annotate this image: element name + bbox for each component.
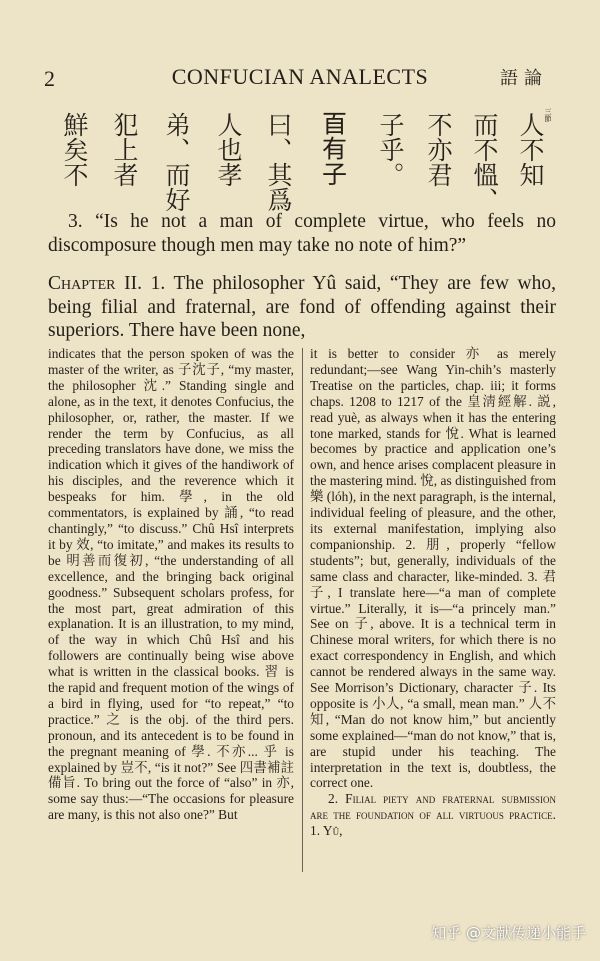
translation-paragraph-3: 3. “Is he not a man of complete virtue, who feels no discomposure though men may take no note of him?”	[48, 211, 556, 256]
page-number: 2	[44, 66, 55, 91]
chinese-column: 𦣻有子	[320, 112, 349, 187]
commentary-section	[48, 346, 562, 878]
chinese-column: 曰、其爲	[264, 112, 293, 212]
translation-chapter-2	[48, 272, 556, 343]
chapter-2-text: 1. The philosopher Yû said, “They are few who, being filial and fraternal, are fond of offending against their superiors. There have been none,	[48, 273, 556, 341]
commentary-text: it is better to consider 亦 as merely redundant;—see Wang Yin-chih’s masterly Treatise on the particles, chap. iii; it forms chaps. 1208 to 1217 of the 皇淸經解. 説, read yuè, as always when it has the entering tone marked, stands for 悅. What is learned becomes by practice and application one’s own, and hence arises complacent pleasure in the mastering mind. 悅, as distinguished from 樂 (lóh), in the next paragraph, is the internal, individual feeling of pleasure, and the other, its external manifestation, implying also companionship. 2. 朋, properly “fellow students”; but, generally, individuals of the same class and character, like-minded. 3. 君子, I translate here—“a man of complete virtue.” Literally, it is—“a princely man.” See on 子, above. It is a technical term in Chinese moral writers, for which there is no exact correspondency in English, and which cannot be rendered always in the same way. See Morrison’s Dictionary, character 子. Its opposite is 小人, “a small, mean man.” 人不知, “Man do not know him,” but anciently some explained—“man do not know,” that is, are stupid under his teaching. The interpretation in the text is, doubtless, the correct one.	[310, 346, 556, 791]
column-divider	[302, 348, 303, 872]
commentary-right-column	[310, 346, 556, 839]
commentary-left-column	[48, 346, 294, 823]
chinese-column: 犯上者	[110, 112, 139, 187]
commentary-text: indicates that the person spoken of was the master of the writer, as 子沈子, “my master, the philosopher 沈.” Standing single and alone, as in the text, it denotes Confucius, the philosopher, or, rather, the master. If we render the term by Confucius, as all preceding translators have done, we miss the indication which it gives of the handiwork of his disciples, and the reverence which it bespeaks for him. 學, in the old commentators, is explained by 誦, “to read chantingly,” “to discuss.” Chû Hsî interprets it by 效, “to imitate,” and makes its results to be 明善而復初, “the understanding of all excellence, and the bringing back original goodness.” Subsequent scholars profess, for the most part, great admiration of this explanation. It is an illustration, to my mind, of the way in which Chû Hsî and his followers are continually being wise above what is written in the classical books. 習 is the rapid and frequent motion of the wings of a bird in flying, used for “to repeat,” “to practice.” 之 is the obj. of the third pers. pronoun, and its antecedent is to be found in the pregnant meaning of 學. 不亦... 乎 is explained by 豈不, “is it not?” See 四書補註備旨. To bring out the force of “also” in 亦, some say thus:—“The occasions for pleasure are many, is this not also one?” But	[48, 346, 294, 823]
chinese-column: 人不知	[516, 112, 545, 187]
chinese-text-block	[46, 112, 554, 212]
section-heading: 2. Filial piety and fraternal submission are the foundation of all virtuous practice. 1. Yû,	[310, 791, 556, 839]
chinese-column: 而不慍、	[470, 112, 499, 212]
watermark: 知乎 @文献传递小能手	[431, 924, 586, 942]
chinese-column: 子乎。	[376, 112, 405, 187]
chapter-label: Chapter II.	[48, 273, 142, 294]
running-title: CONFUCIAN ANALECTS	[171, 64, 429, 89]
chinese-book-title: 語論	[500, 68, 548, 89]
chinese-column: 鮮矣不	[60, 112, 89, 187]
chinese-side-note: 三節	[544, 108, 552, 122]
chinese-column: 不亦君	[424, 112, 453, 187]
chinese-column: 弟、而好	[162, 112, 191, 212]
chinese-column: 人也孝	[214, 112, 243, 187]
